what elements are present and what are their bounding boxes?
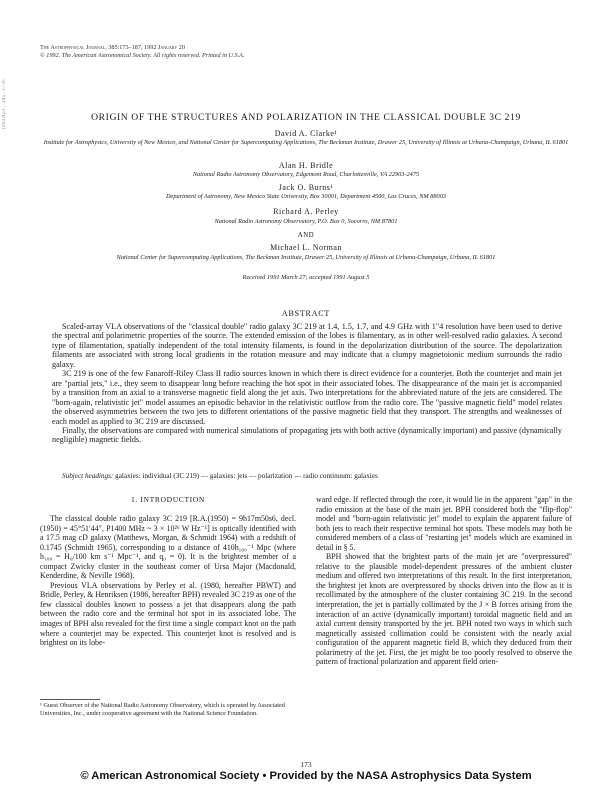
right-column	[316, 495, 572, 667]
abstract-paragraph: 3C 219 is one of the few Fanaroff-Riley Class II radio sources known in which there is direct evidence for a counterjet. Both the counterjet and main jet are "partial jets," i.e., they seem to disappear long before reaching the hot spot in their associated lobes. The disappearance of the main jet is accompanied by a transition from an axial to a transverse magnetic field along the jet axis. Two interpretations for the abbreviated nature of the jets are considered. The "born-again, relativistic jet" model assumes an episodic behavior in the relativistic outflow from the radio core. The "passive magnetic field" model relates the observed asymmetries between the two jets to different orientations of the passive magnetic field that they transport. The strengths and weaknesses of each model as applied to 3C 219 are discussed.	[52, 369, 562, 426]
journal-citation: The Astrophysical Journal, 385:173–187, 1992 January 20	[40, 44, 185, 51]
subject-headings-items: galaxies: individual (3C 219) — galaxies: jets — polarization — radio continuum: galaxies	[115, 472, 378, 480]
author-name: Alan H. Bridle	[278, 161, 334, 170]
footnote-rule	[40, 699, 100, 700]
author-name: Michael L. Norman	[270, 243, 342, 252]
author-affiliation: Institute for Astrophysics, University of New Mexico, and National Center for Supercomputing Applications, The Beckman Institute, Drawer 25, University of Illinois at Urbana-Champaign, Urbana, IL 61801	[43, 139, 569, 146]
body-paragraph: BPH showed that the brightest parts of the main jet are "overpressured" relative to the plausible model-dependent pressures of the ambient cluster medium and offered two interpretations of this result. In the first interpretation, the brightest jet knots are overpressured by shocks driven into the flow as it is recollimated by the atmosphere of the cluster containing 3C 219. In the second interpretation, the jet is partially collimated by the J × B forces arising from the interaction of an active (dynamically important) toroidal magnetic field and an axial current density transported by the jet. BPH noted two ways in which such magnetically assisted collimation could be consistent with the nearly axial configuration of the apparent magnetic field B, which they deduced from their polarimetry of the jet. First, the jet might be too poorly resolved to observe the pattern of fractional polarization and apparent field orien-	[316, 552, 572, 667]
subject-headings	[62, 472, 562, 480]
and-separator: AND	[297, 232, 315, 239]
abstract-heading: ABSTRACT	[281, 309, 331, 318]
body-paragraph: Previous VLA observations by Perley et al. (1980, hereafter PBWT) and Bridle, Perley, & Henriksen (1986, hereafter BPH) revealed 3C 219 as one of the few classical doubles known to possess a jet that disappears along the path between the radio core and the terminal hot spot in its associated lobe. The images of BPH also revealed for the first time a single compact knot on the path where a counterjet may be expected. This counterjet knot is resolved and is brightest on its lobe-	[40, 580, 296, 648]
author-name: David A. Clarke¹	[274, 129, 338, 138]
author-name: Jack O. Burns¹	[278, 183, 334, 192]
author-name: Richard A. Perley	[273, 207, 339, 216]
footnote: ¹ Guest Observer of the National Radio Astronomy Observatory, which is operated by Associated Universities, Inc., under cooperative agreement with the National Science Foundation.	[40, 702, 285, 717]
body-paragraph: ward edge. If reflected through the core, it would lie in the apparent "gap" in the radio emission at the base of the main jet. BPH considered both the "flip-flop" model and "born-again relativistic jet" model to explain the apparent failure of both jets to reach their respective terminal hot spots. These models may both be considered members of a class of "restarting jet" models which are examined in detail in § 5.	[316, 495, 572, 552]
left-column	[40, 514, 296, 648]
author-affiliation: National Radio Astronomy Observatory, P.O. Box 0, Socorro, NM 87801	[214, 218, 398, 225]
author-affiliation: National Center for Supercomputing Applications, The Beckman Institute, Drawer 25, University of Illinois at Urbana-Champaign, Urbana, IL 61801	[116, 254, 496, 261]
journal-copyright: © 1992. The American Astronomical Society. All rights reserved. Printed in U.S.A.	[40, 52, 245, 59]
ads-footer: © American Astronomical Society • Provided by the NASA Astrophysics Data System	[80, 770, 532, 782]
subject-headings-label: Subject headings:	[62, 472, 114, 480]
side-bibcode-stamp: 1992ApJ...385..173C	[2, 77, 7, 130]
received-dates: Received 1991 March 27; accepted 1991 August 5	[242, 274, 370, 281]
author-affiliation: Department of Astronomy, New Mexico State University, Box 30001, Department 4500, Las Cruces, NM 88003	[165, 193, 446, 200]
abstract-body	[52, 322, 562, 445]
page-number: 173	[300, 760, 312, 769]
section-heading: 1. INTRODUCTION	[131, 495, 205, 504]
abstract-paragraph: Finally, the observations are compared with numerical simulations of propagating jets with both active (dynamically important) and passive (dynamically negligible) magnetic fields.	[52, 425, 562, 445]
abstract-paragraph: Scaled-array VLA observations of the "classical double" radio galaxy 3C 219 at 1.4, 1.5, 1.7, and 4.9 GHz with 1"4 resolution have been used to derive the spectral and polarimetric properties of the source. The extended emission of the lobes is filamentary, as in other well-resolved radio galaxies. A second type of filamentation, spatially independent of the total intensity filaments, is found in the depolarization distribution of the source. The depolarization filaments are associated with strong local gradients in the rotation measure and may indicate that a clumpy magnetoionic medium surrounds the radio galaxy.	[52, 322, 562, 369]
author-affiliation: National Radio Astronomy Observatory, Edgemont Road, Charlottesville, VA 22903-2475	[192, 171, 420, 178]
journal-header	[40, 44, 244, 60]
paper-title: ORIGIN OF THE STRUCTURES AND POLARIZATION IN THE CLASSICAL DOUBLE 3C 219	[91, 112, 521, 123]
body-paragraph: The classical double radio galaxy 3C 219 [R.A.(1950) = 9h17m50s6, decl.(1950) = 45°51′44″, P1400 MHz ~ 3 × 10²⁶ W Hz⁻¹] is optically identified with a 17.5 mag cD galaxy (Matthews, Morgan, & Schmidt 1964) with a redshift of 0.1745 (Schmidt 1965), corresponding to a distance of 410h₁₀₀⁻¹ Mpc (where h₁₀₀ = H₀/100 km s⁻¹ Mpc⁻¹, and q₀ = 0). It is the brightest member of a compact Zwicky cluster in the southeast corner of Ursa Major (Macdonald, Kenderdine, & Neville 1968).	[40, 514, 296, 581]
